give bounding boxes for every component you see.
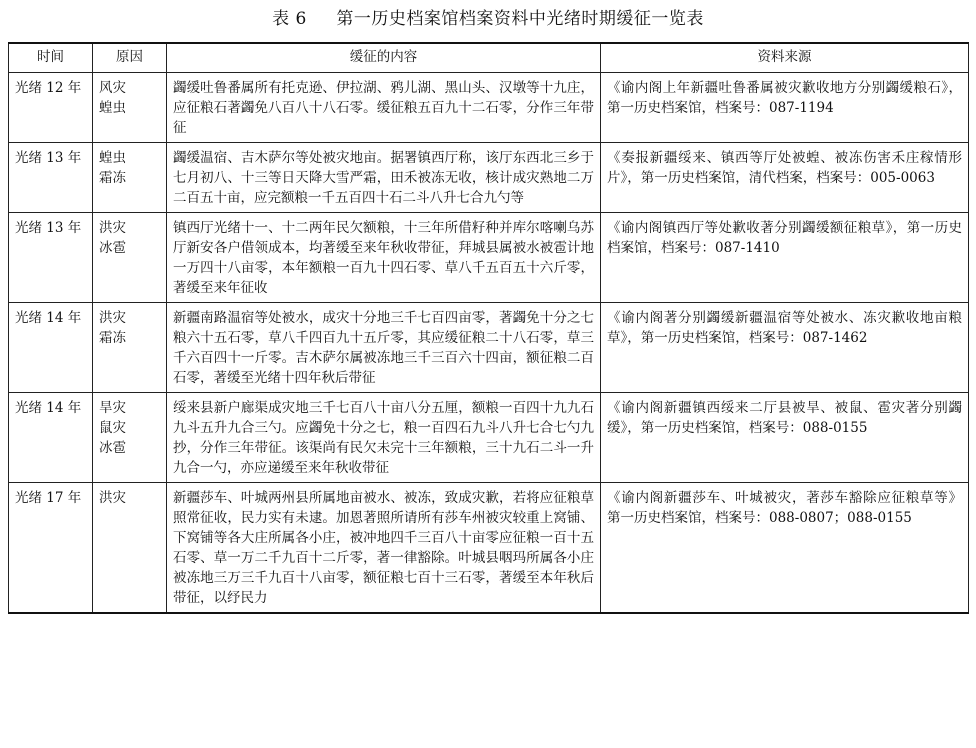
deferral-table [8,42,969,614]
cell-time: 光绪 17 年 [9,483,93,614]
table-row [9,143,969,213]
cell-content: 新疆莎车、叶城两州县所属地亩被水、被冻，致成灾歉，若将应征粮草照常征收，民力实有未逮。加恩著照所请所有莎车州被灾较重上窝铺、下窝铺等各大庄所属各小庄，被冲地四千三百八十亩零应征粮一百十五石零、草一万二千九百十二斤零，著一律豁除。叶城县咽玛所属各小庄被冻地三万三千九百十八亩零，额征粮七百十三石零，著缓至本年秋后带征，以纾民力 [167,483,601,614]
cell-content: 绥来县新户廊渠成灾地三千七百八十亩八分五厘，额粮一百四十九九石九斗五升九合三勺。应蠲免十分之七，粮一百四石九斗八升七合七勺九抄，分作三年带征。该渠尚有民欠未完十三年额粮，三十九石二斗一升九合一勺，亦应递缓至来年秋收带征 [167,393,601,483]
caption-label: 表 6 [272,9,307,29]
cell-time: 光绪 13 年 [9,213,93,303]
cell-source: 《谕内阁上年新疆吐鲁番属被灾歉收地方分别蠲缓粮石》，第一历史档案馆，档案号：087-1194 [601,73,969,143]
cell-reason [93,393,167,483]
table-row [9,213,969,303]
reason-item: 鼠灾 [99,420,126,436]
caption-spacer [313,9,331,29]
header-content: 缓征的内容 [167,43,601,73]
reason-item: 霜冻 [99,330,126,346]
cell-reason [93,303,167,393]
caption-title: 第一历史档案馆档案资料中光绪时期缓征一览表 [336,9,704,29]
cell-time: 光绪 14 年 [9,393,93,483]
reason-item: 蝗虫 [99,150,126,166]
cell-content: 新疆南路温宿等处被水，成灾十分地三千七百四亩零，著蠲免十分之七粮六十五石零，草八千四百九十五斤零，其应缓征粮二十八石零，草三千六百四十一斤零。吉木萨尔属被冻地三千三百六十四亩，额征粮二百石零，著缓至光绪十四年秋后带征 [167,303,601,393]
reason-item: 洪灾 [99,490,126,506]
cell-source: 《谕内阁新疆镇西绥来二厅县被旱、被鼠、雹灾著分别蠲缓》，第一历史档案馆，档案号：088-0155 [601,393,969,483]
header-time: 时间 [9,43,93,73]
reason-item: 洪灾 [99,220,126,236]
table-caption [0,8,976,30]
cell-content: 镇西厅光绪十一、十二两年民欠额粮，十三年所借籽种并库尔喀喇乌苏厅新安各户借领成本，均著缓至来年秋收带征，拜城县属被水被雹计地一万四十八亩零，本年额粮一百九十四石零、草八千五百五十六斤零，著缓至来年征收 [167,213,601,303]
cell-reason [93,143,167,213]
reason-item: 冰雹 [99,240,126,256]
table-row [9,303,969,393]
table-row [9,483,969,614]
header-reason: 原因 [93,43,167,73]
cell-time: 光绪 12 年 [9,73,93,143]
table-row [9,393,969,483]
cell-reason [93,213,167,303]
cell-source: 《谕内阁镇西厅等处歉收著分别蠲缓额征粮草》，第一历史档案馆，档案号：087-1410 [601,213,969,303]
cell-source: 《谕内阁新疆莎车、叶城被灾，著莎车豁除应征粮草等》 第一历史档案馆，档案号：088-0807；088-0155 [601,483,969,614]
reason-item: 洪灾 [99,310,126,326]
reason-item: 冰雹 [99,440,126,456]
cell-source: 《谕内阁著分别蠲缓新疆温宿等处被水、冻灾歉收地亩粮草》，第一历史档案馆，档案号：087-1462 [601,303,969,393]
table-header-row [9,43,969,73]
cell-time: 光绪 14 年 [9,303,93,393]
reason-item: 霜冻 [99,170,126,186]
cell-source: 《奏报新疆绥来、镇西等厅处被蝗、被冻伤害禾庄稼情形片》，第一历史档案馆，清代档案，档案号：005-0063 [601,143,969,213]
header-source: 资料来源 [601,43,969,73]
cell-reason [93,73,167,143]
cell-content: 蠲缓温宿、吉木萨尔等处被灾地亩。据署镇西厅称，该厅东西北三乡于七月初八、十三等日天降大雪严霜，田禾被冻无收，核计成灾熟地二万二百五十亩，应完额粮一千五百四十石二斗八升七合九勺等 [167,143,601,213]
cell-content: 蠲缓吐鲁番属所有托克逊、伊拉湖、鸦儿湖、黑山头、汉墩等十九庄，应征粮石著蠲免八百八十八石零。缓征粮五百九十二石零，分作三年带征 [167,73,601,143]
reason-item: 蝗虫 [99,100,126,116]
cell-time: 光绪 13 年 [9,143,93,213]
cell-reason [93,483,167,614]
reason-item: 风灾 [99,80,126,96]
reason-item: 旱灾 [99,400,126,416]
table-row [9,73,969,143]
